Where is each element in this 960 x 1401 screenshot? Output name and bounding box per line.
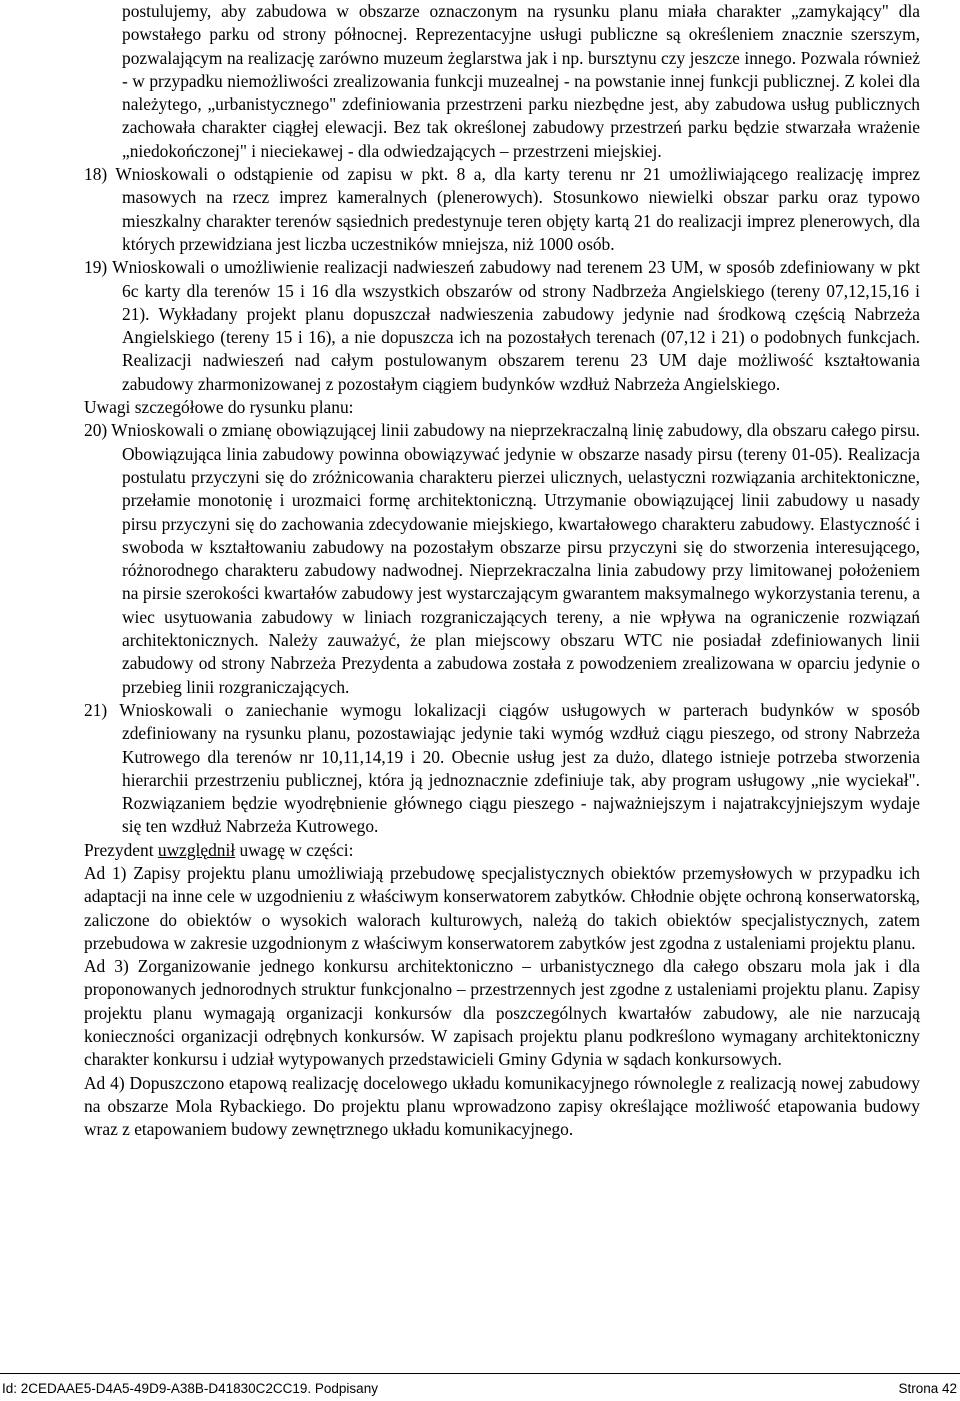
page-number: Strona 42 [898,1381,957,1396]
paragraph-ad-1: Ad 1) Zapisy projektu planu umożliwiają przebudowę specjalistycznych obiektów przemysłowych w przypadku ich adaptacji na inne cele w uzgodnieniu z właściwym konserwatorem zabytków. Chłodnie objęte ochroną konserwatorską, zaliczone do obiektów o wysokich walorach kulturowych, należą do takich obiektów specjalistycznych, zatem przebudowa w zakresie uzgodnionym z właściwym konserwatorem zabytków jest zgodna z ustaleniami projektu planu. [84,862,920,953]
paragraph-ad-3: Ad 3) Zorganizowanie jednego konkursu architektoniczno – urbanistycznego dla całego obszaru mola jak i dla proponowanych jednorodnych struktur funkcjonalno – przestrzennych jest zgodne z ustaleniami projektu planu. Zapisy projektu planu wymagają organizacji konkursów dla poszczególnych kwartałów zabudowy, ale nie narzucają konieczności organizacji odrębnych konkursów. W zapisach projektu planu podkreślono wymagany architektoniczny charakter konkursu i udział wytypowanych przedstawicieli Gminy Gdynia w sądach konkursowych. [84,956,920,1070]
decision-line [84,839,920,862]
section-heading-detailed-remarks: Uwagi szczegółowe do rysunku planu: [84,397,354,418]
footer-divider [0,1373,960,1374]
document-id: Id: 2CEDAAE5-D4A5-49D9-A38B-D41830C2CC19. Podpisany [2,1381,378,1396]
paragraph-continuation: postulujemy, aby zabudowa w obszarze oznaczonym na rysunku planu miała charakter „zamykający" dla powstałego parku od strony północnej. Reprezentacyjne usługi publiczne są określeniem znacznie szerszym, pozwalającym na realizację zarówno muzeum żeglarstwa jak i np. bursztynu czy jeszcze innego. Pozwala również - w przypadku niemożliwości zrealizowania funkcji muzealnej - na powstanie innej funkcji publicznej. Z kolei dla należytego, „urbanistycznego" zdefiniowania przestrzeni parku niezbędne jest, aby zabudowa usług publicznych zachowała charakter ciągłej elewacji. Bez tak określonej zabudowy przestrzeń parku będzie stwarzała wrażenie „niedokończonej" i nieciekawej - dla odwiedzających – przestrzeni miejskiej. [122,1,920,161]
paragraph-item-21: 21) Wnioskowali o zaniechanie wymogu lokalizacji ciągów usługowych w parterach budynków w sposób zdefiniowany na rysunku planu, pozostawiając jedynie taki wymóg wzdłuż ciągu pieszego, od strony Nabrzeża Kutrowego dla terenów nr 10,11,14,19 i 20. Obecnie usług jest za dużo, dlatego istnieje potrzeba stworzenia hierarchii przestrzeniu publicznej, która ją jednoznacznie zdefiniuje tak, aby program usługowy „nie wyciekał". Rozwiązaniem będzie wyodrębnienie głównego ciągu pieszego - najważniejszym i najatrakcyjniejszym wydaje się ten wzdłuż Nabrzeża Kutrowego. [84,699,920,837]
decision-prefix: Prezydent [84,839,158,860]
paragraph-item-19: 19) Wnioskowali o umożliwienie realizacji nadwieszeń zabudowy nad terenem 23 UM, w sposób zdefiniowany w pkt 6c karty dla terenów 15 i 16 dla wszystkich obszarów od strony Nadbrzeża Angielskiego (tereny 07,12,15,16 i 21). Wykładany projekt planu dopuszczał nadwieszenia zabudowy jedynie nad środkową częścią Nabrzeża Angielskiego (tereny 15 i 16), a nie dopuszcza ich na pozostałych terenach (07,12 i 21) o podobnych funkcjach. Realizacji nadwieszeń nad całym postulowanym obszarem terenu 23 UM daje możliwość kształtowania zabudowy zharmonizowanej z pozostałym ciągiem budynków wzdłuż Nabrzeża Angielskiego. [84,257,920,394]
paragraph-ad-4: Ad 4) Dopuszczono etapową realizację docelowego układu komunikacyjnego równolegle z realizacją nowej zabudowy na obszarze Mola Rybackiego. Do projektu planu wprowadzono zapisy określające możliwość etapowania budowy wraz z etapowaniem budowy zewnętrznego układu komunikacyjnego. [84,1072,920,1140]
decision-underlined-word: uwzględnił [157,839,236,860]
decision-suffix: uwagę w części: [235,839,354,860]
document-body [84,0,920,1142]
paragraph-item-18: 18) Wnioskowali o odstąpienie od zapisu w pkt. 8 a, dla karty terenu nr 21 umożliwiającego realizację imprez masowych na rzecz imprez kameralnych (plenerowych). Stosunkowo niewielki obszar parku oraz typowo mieszkalny charakter terenów sąsiednich predestynuje teren objęty kartą 21 do realizacji imprez plenerowych, dla których przewidziana jest liczba uczestników mniejsza, niż 1000 osób. [84,164,920,254]
paragraph-item-20: 20) Wnioskowali o zmianę obowiązującej linii zabudowy na nieprzekraczalną linię zabudowy, dla obszaru całego pirsu. Obowiązująca linia zabudowy powinna obowiązywać jedynie w obszarze nasady pirsu (tereny 01-05). Realizacja postulatu przyczyni się do zróżnicowania charakteru pierzei ulicznych, uelastyczni rozwiązania architektoniczne, przełamie monotonię i urozmaici formę architektoniczną. Utrzymanie obowiązującej linii zabudowy u nasady pirsu przyczyni się do zachowania zdecydowanie miejskiego, kwartałowego charakteru zabudowy. Elastyczność i swoboda w kształtowaniu zabudowy na pozostałym obszarze pirsu przyczyni się do stworzenia interesującego, różnorodnego charakteru zabudowy nadwodnej. Nieprzekraczalna linia zabudowy przy limitowanej położeniem na pirsie szerokości kwartałów zabudowy jest wystarczającym gwarantem maksymalnego wykorzystania terenu, a wiec usytuowania zabudowy w liniach rozgraniczających tereny, a nie wpływa na ograniczenie rozwiązań architektonicznych. Należy zauważyć, że plan miejscowy obszaru WTC nie posiadał zdefiniowanych linii zabudowy od strony Nabrzeża Prezydenta a zabudowa została z powodzeniem zrealizowana w oparciu jedynie o przebieg linii rozgraniczających. [84,420,920,697]
